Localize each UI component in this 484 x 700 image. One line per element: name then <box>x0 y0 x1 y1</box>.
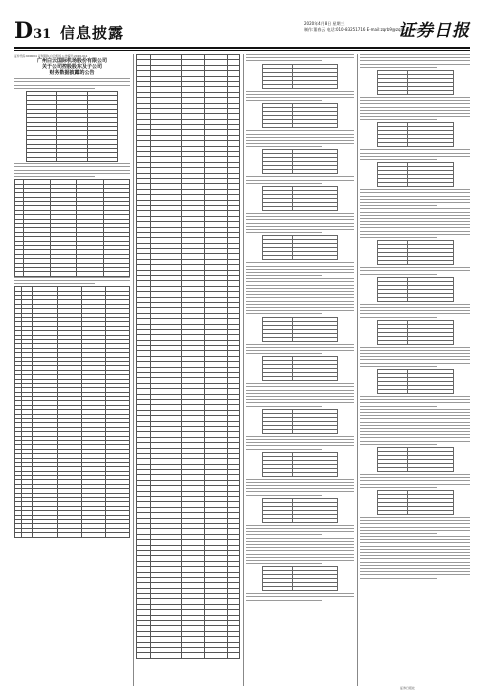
small-table <box>377 447 454 472</box>
body-text <box>360 267 470 274</box>
small-table <box>262 149 338 174</box>
footer-note: 证券日报社 <box>400 686 416 690</box>
body-text <box>360 54 470 68</box>
column-divider <box>357 54 358 686</box>
announcement-title-2: 关于公司控股股东及子公司 <box>41 64 102 71</box>
small-table <box>377 162 454 187</box>
body-text <box>246 54 354 61</box>
announcement-title-3: 财务数据披露的公告 <box>49 70 95 77</box>
body-text <box>246 91 354 102</box>
header-rule <box>14 47 470 49</box>
body-text <box>360 409 470 445</box>
body-text <box>246 262 354 276</box>
small-table <box>262 186 338 211</box>
body-text <box>246 525 354 536</box>
small-table <box>262 566 338 591</box>
masthead <box>14 18 470 48</box>
table-3 <box>14 286 130 537</box>
page-number: D31 <box>14 18 52 44</box>
column-divider <box>243 54 244 686</box>
body-text <box>246 479 354 496</box>
section-title: 信息披露 <box>60 24 125 42</box>
small-table <box>262 452 338 477</box>
body-text <box>360 517 470 534</box>
small-table <box>262 498 338 523</box>
small-table <box>262 317 338 342</box>
column-1 <box>14 54 130 538</box>
body-text <box>246 538 354 565</box>
body-text <box>246 436 354 450</box>
body-text <box>360 208 470 238</box>
small-table <box>377 320 454 345</box>
newspaper-logo: 证券日报 <box>398 21 470 41</box>
body-text <box>246 130 354 147</box>
table-1 <box>26 91 119 162</box>
small-table <box>262 356 338 381</box>
small-table <box>262 235 338 260</box>
code-line: 证券代码:600004 证券简称:白云机场 公告编号:2020-011 <box>14 54 88 58</box>
body-text <box>246 344 354 355</box>
small-table <box>377 240 454 265</box>
small-table <box>377 490 454 515</box>
body-text <box>360 347 470 367</box>
date-info: 2020年4月8日 星期三 制作:董春云 电话:010-83251716 E-mail:zqrb9@zqrb.sina.net <box>304 21 423 32</box>
body-text <box>360 396 470 407</box>
small-table <box>262 103 338 128</box>
header-rule-thin <box>14 50 470 51</box>
small-table <box>377 277 454 302</box>
small-table <box>377 122 454 147</box>
table-4 <box>136 54 240 659</box>
body-text <box>360 474 470 488</box>
column-2 <box>136 54 240 659</box>
body-text <box>246 213 354 233</box>
column-4 <box>360 54 470 581</box>
body-text <box>360 149 470 160</box>
body-text <box>246 593 354 600</box>
body-text <box>360 97 470 120</box>
announcement-title-1: 广州白云国际机场股份有限公司 <box>36 58 107 65</box>
body-text <box>14 277 130 284</box>
small-table <box>262 409 338 434</box>
small-table <box>262 64 338 89</box>
column-3 <box>246 54 354 603</box>
body-text <box>246 176 354 183</box>
column-divider <box>133 54 134 686</box>
small-table <box>377 369 454 394</box>
body-text <box>14 78 130 89</box>
body-text <box>360 536 470 578</box>
body-text <box>246 383 354 406</box>
body-text <box>14 163 130 177</box>
body-text <box>360 189 470 206</box>
small-table <box>377 70 454 95</box>
table-2 <box>14 179 130 277</box>
body-text <box>246 278 354 314</box>
body-text <box>360 304 470 318</box>
